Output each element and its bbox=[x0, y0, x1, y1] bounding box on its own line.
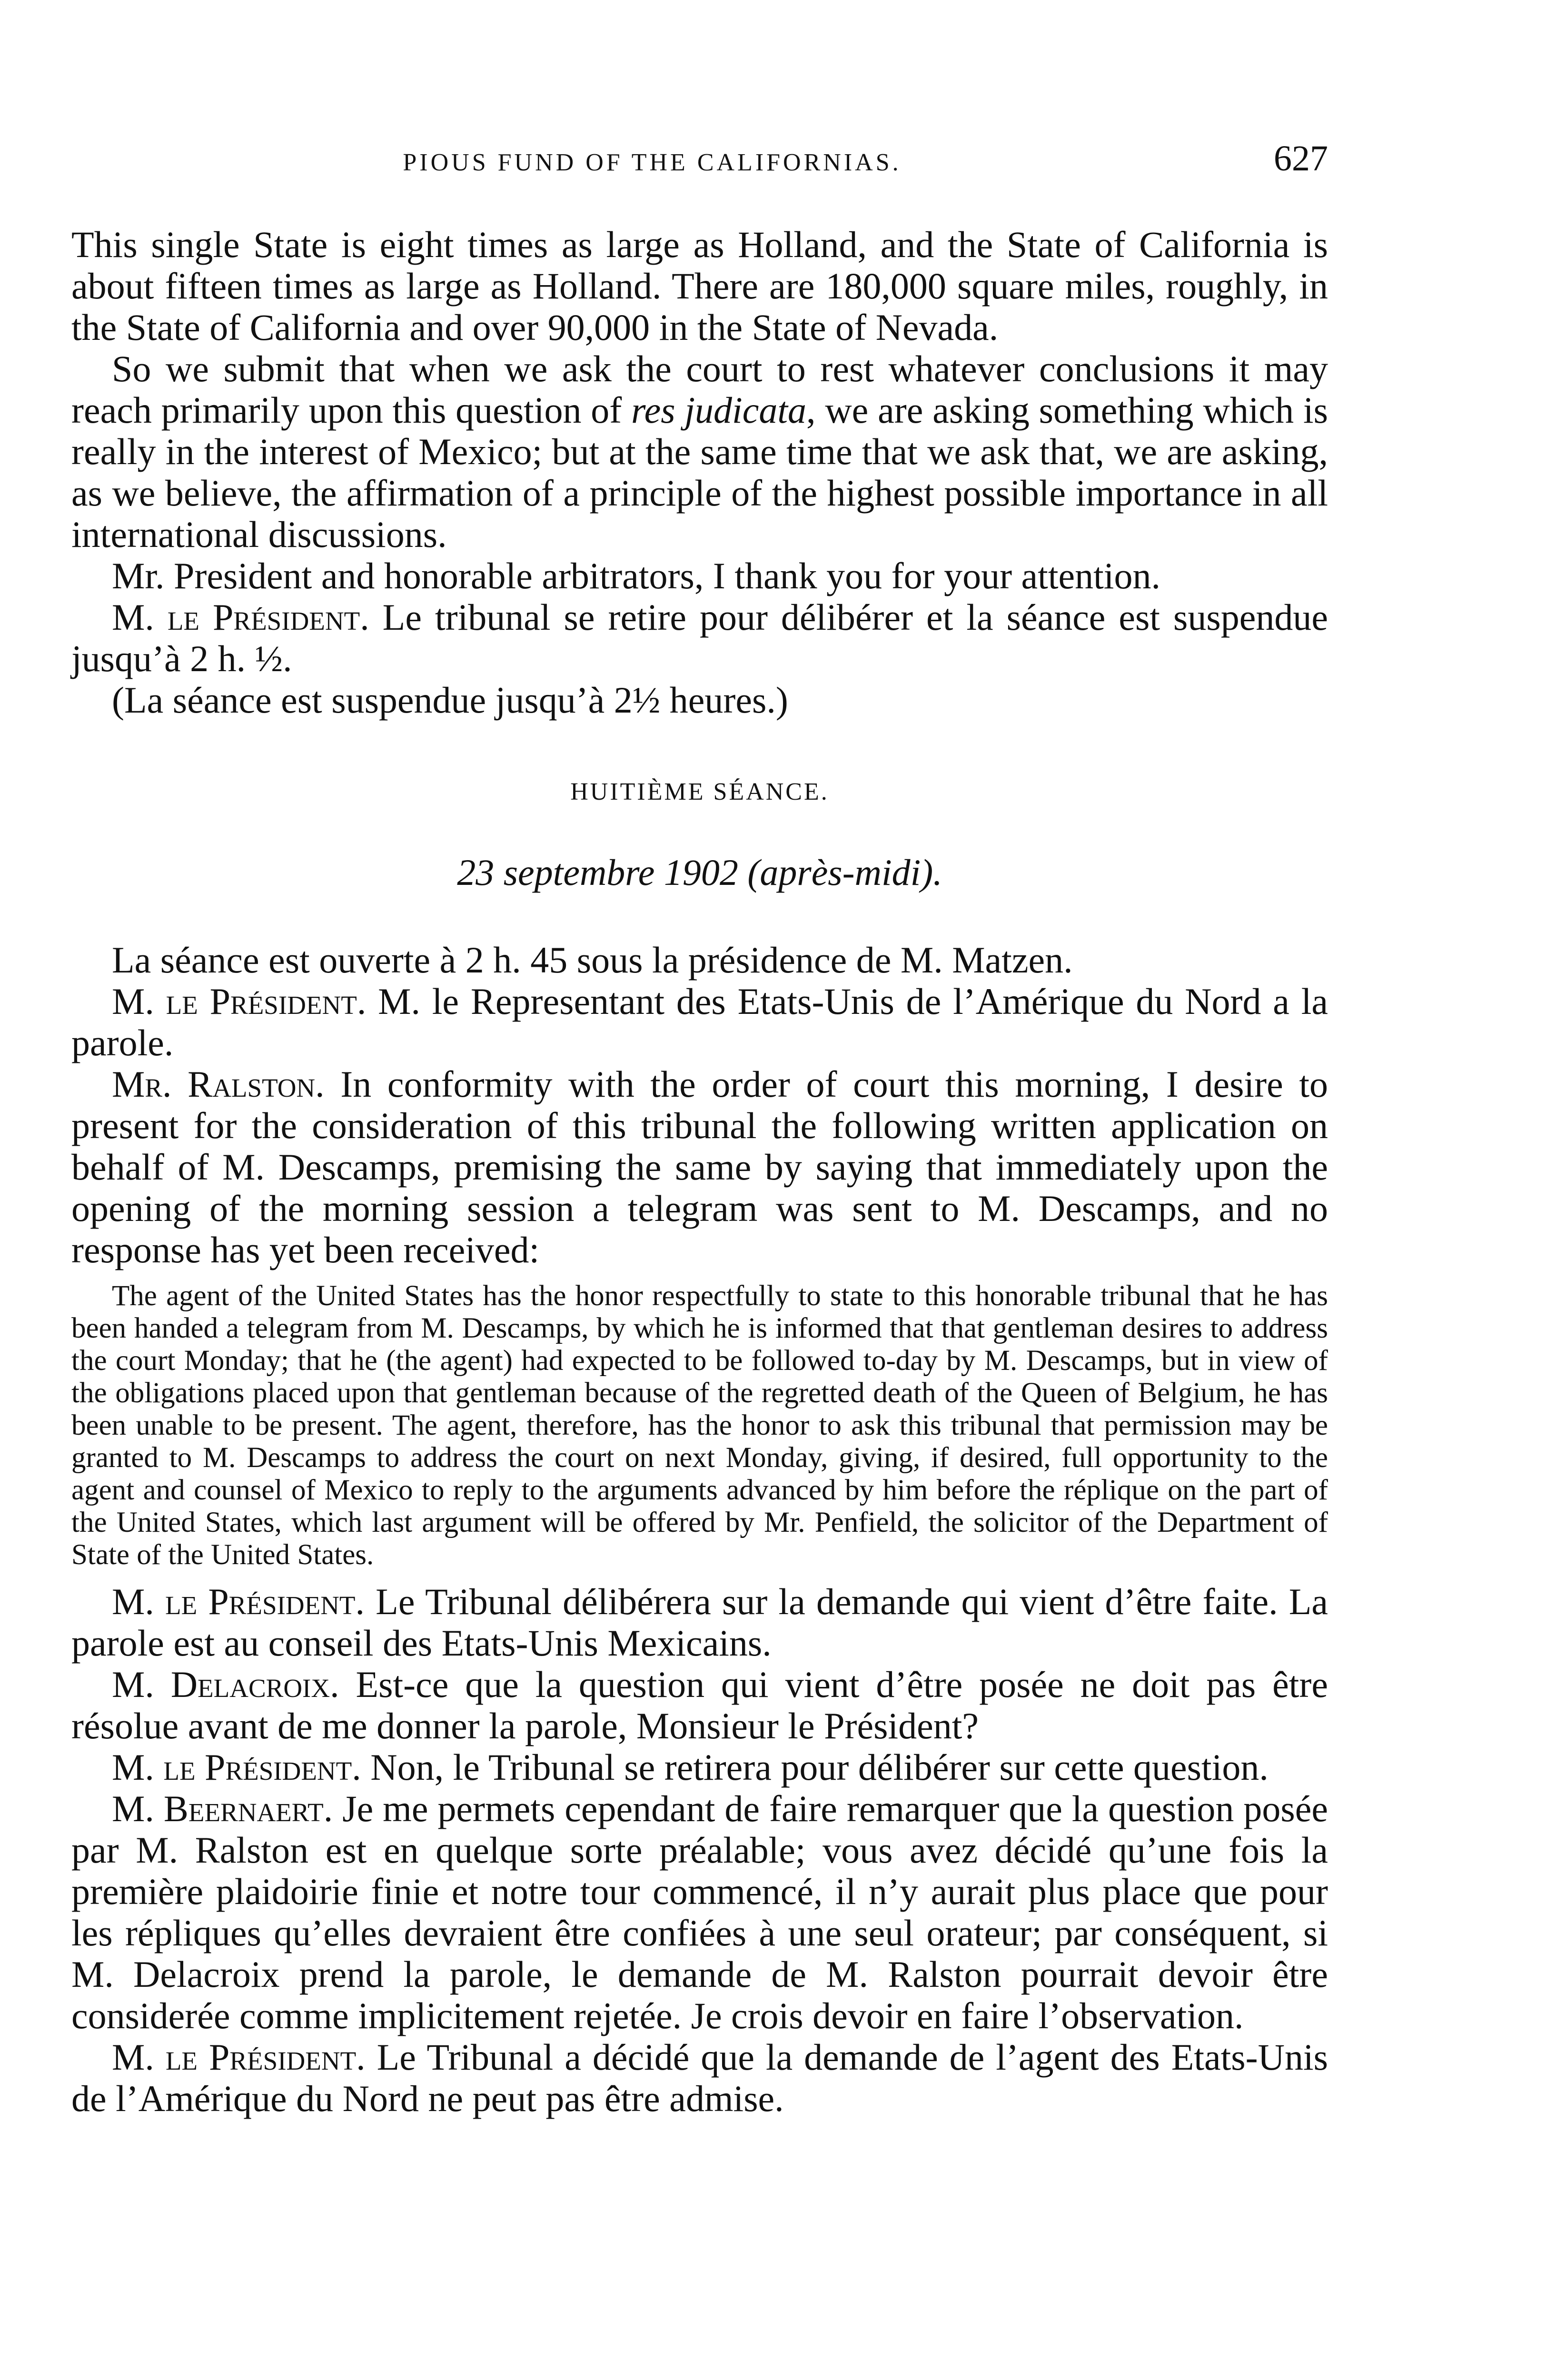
running-title: PIOUS FUND OF THE CALIFORNIAS. bbox=[403, 149, 902, 176]
paragraph-text: Est-ce que la question qui vient d’être posée ne doit pas être résolue avant de me donner la parole, Monsieur le Président? bbox=[71, 1664, 1328, 1746]
speaker-name: M. le Président. bbox=[112, 2036, 366, 2078]
paragraph: La séance est ouverte à 2 h. 45 sous la présidence de M. Matzen. bbox=[112, 939, 1073, 981]
paragraph-text: Le Tribunal a décidé que la demande de l’agent des Etats-Unis de l’Amérique du Nord ne peut pas être admise. bbox=[71, 2036, 1328, 2119]
speaker-name: M. Beernaert. bbox=[112, 1788, 333, 1829]
section-date: 23 septembre 1902 (après-midi). bbox=[457, 852, 942, 893]
paragraph-text: M. le Representant des Etats-Unis de l’Amérique du Nord a la parole. bbox=[71, 981, 1328, 1063]
speaker-name: M. le Président. bbox=[112, 1746, 361, 1788]
paragraph bbox=[71, 1063, 1328, 1270]
paragraph bbox=[71, 981, 1328, 1063]
paragraph-text: Non, le Tribunal se retirera pour délibérer sur cette question. bbox=[361, 1746, 1269, 1788]
paragraph bbox=[71, 1581, 1328, 1664]
running-head bbox=[71, 138, 1328, 190]
paragraph bbox=[71, 1746, 1328, 1788]
paragraph: This single State is eight times as large as Holland, and the State of California is about fifteen times as large as Holland. There are 180,000 square miles, roughly, in the State of California and over 90,000 in the State of Nevada. bbox=[71, 224, 1328, 348]
speaker-name: M. le Président. bbox=[112, 981, 367, 1022]
book-page bbox=[71, 0, 1328, 2380]
paragraph bbox=[71, 1788, 1328, 2036]
speaker-name: M. le Président. bbox=[112, 1581, 365, 1622]
paragraph: (La séance est suspendue jusqu’à 2½ heures.) bbox=[112, 679, 788, 721]
section-heading: HUITIÈME SÉANCE. bbox=[570, 778, 829, 805]
paragraph-text: Je me permets cependant de faire remarquer que la question posée par M. Ralston est en quelque sorte préalable; vous avez décidé qu’une fois la première plaidoirie finie et notre tour commencé, il n’y aurait plus place que pour les répliques qu’elles devraient être confiées à une seul orateur; par conséquent, si M. Delacroix prend la parole, le demande de M. Ralston pourrait devoir être considerée comme implicitement rejetée. Je crois devoir en faire l’observation. bbox=[71, 1788, 1328, 2036]
paragraph bbox=[71, 1664, 1328, 1746]
paragraph-text: In conformity with the order of court this morning, I desire to present for the consideration of this tribunal the following written application on behalf of M. Descamps, premising the same by saying that immediately upon the opening of the morning session a telegram was sent to M. Descamps, and no response has yet been received: bbox=[71, 1063, 1328, 1270]
paragraph: Mr. President and honorable arbitrators, I thank you for your attention. bbox=[112, 555, 1160, 596]
body-text bbox=[71, 224, 1328, 2119]
paragraph-text: , we are asking something which is really in the interest of Mexico; but at the same time that we ask that, we are asking, as we believe, the affirmation of a principle of the highest possible importance in all international discussions. bbox=[71, 389, 1328, 555]
speaker-name: Mr. Ralston. bbox=[112, 1063, 325, 1105]
page-number: 627 bbox=[1274, 139, 1328, 178]
paragraph bbox=[71, 2036, 1328, 2119]
italic-phrase: res judicata bbox=[631, 389, 807, 431]
paragraph-text: Le Tribunal délibérera sur la demande qui vient d’être faite. La parole est au conseil des Etats-Unis Mexicains. bbox=[71, 1581, 1328, 1664]
paragraph bbox=[71, 596, 1328, 679]
paragraph-text: Le tribunal se retire pour délibérer et la séance est suspendue jusqu’à 2 h. ½. bbox=[71, 596, 1328, 679]
speaker-name: M. Delacroix. bbox=[112, 1664, 339, 1705]
speaker-name: M. le Président. bbox=[112, 596, 369, 638]
paragraph bbox=[71, 348, 1328, 555]
paragraph-text: So we submit that when we ask the court to rest whatever conclusions it may reach primarily upon this question of bbox=[71, 348, 1328, 431]
quoted-application: The agent of the United States has the honor respectfully to state to this honorable tribunal that he has been handed a telegram from M. Descamps, by which he is informed that that gentleman desires to address the court Monday; that he (the agent) had expected to be followed to-day by M. Descamps, but in view of the obligations placed upon that gentleman because of the regretted death of the Queen of Belgium, he has been unable to be present. The agent, therefore, has the honor to ask this tribunal that permission may be granted to M. Descamps to address the court on next Monday, giving, if desired, full opportunity to the agent and counsel of Mexico to reply to the arguments advanced by him before the réplique on the part of the United States, which last argument will be offered by Mr. Penfield, the solicitor of the Department of State of the United States. bbox=[71, 1280, 1328, 1571]
